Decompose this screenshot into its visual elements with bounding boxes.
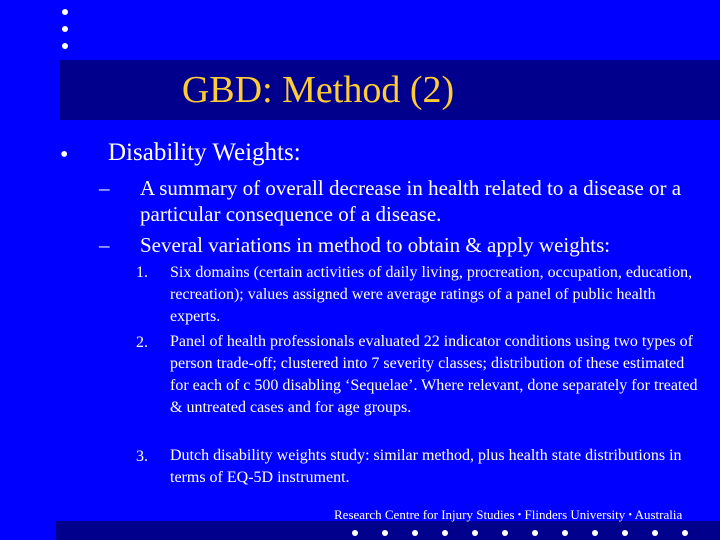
decor-dot <box>652 530 658 536</box>
decor-dot <box>62 26 68 32</box>
decor-dot <box>532 530 538 536</box>
decor-dot <box>442 530 448 536</box>
footer-text <box>334 507 682 523</box>
footer-separator: • <box>517 510 522 521</box>
decor-dot <box>62 43 68 49</box>
footer-org: Research Centre for Injury Studies <box>334 507 515 522</box>
decor-dot <box>562 530 568 536</box>
footer-separator: • <box>628 510 633 521</box>
decor-dot <box>472 530 478 536</box>
decor-dot <box>592 530 598 536</box>
bullet-marker: • <box>60 142 69 168</box>
numbered-item-3: Dutch disability weights study: similar method, plus health state distributions in terms of EQ-5D instrument. <box>170 447 682 486</box>
footer-university: Flinders University <box>524 507 626 522</box>
decor-dot <box>382 530 388 536</box>
slide-title: GBD: Method (2) <box>181 69 455 111</box>
decor-dot <box>622 530 628 536</box>
decor-dot <box>682 530 688 536</box>
decor-dot <box>352 530 358 536</box>
decor-dot <box>412 530 418 536</box>
numbered-item-1: Six domains (certain activities of daily living, procreation, occupation, education, recreation); values assigned were average ratings of a panel of public health experts. <box>170 264 693 325</box>
decor-dot <box>62 9 68 15</box>
sub-point-2: Several variations in method to obtain & apply weights: <box>140 233 611 257</box>
item-number: 3. <box>136 448 148 465</box>
item-number: 2. <box>136 334 148 351</box>
numbered-item-2: Panel of health professionals evaluated 22 indicator conditions using two types of person trade-off; clustered into 7 severity classes; distribution of these estimated for each of c 500 disabling ‘Sequelae’. Where relevant, done separately for treated & untreated cases and for age groups. <box>170 333 698 416</box>
heading-disability-weights: Disability Weights: <box>108 139 301 166</box>
dash-marker: – <box>99 233 110 257</box>
footer-bar <box>56 521 720 540</box>
item-number: 1. <box>136 264 148 281</box>
footer-country: Australia <box>634 507 683 522</box>
decor-dot <box>502 530 508 536</box>
sub-point-1: A summary of overall decrease in health related to a disease or a particular consequence of a disease. <box>140 176 682 226</box>
dash-marker: – <box>99 176 110 200</box>
